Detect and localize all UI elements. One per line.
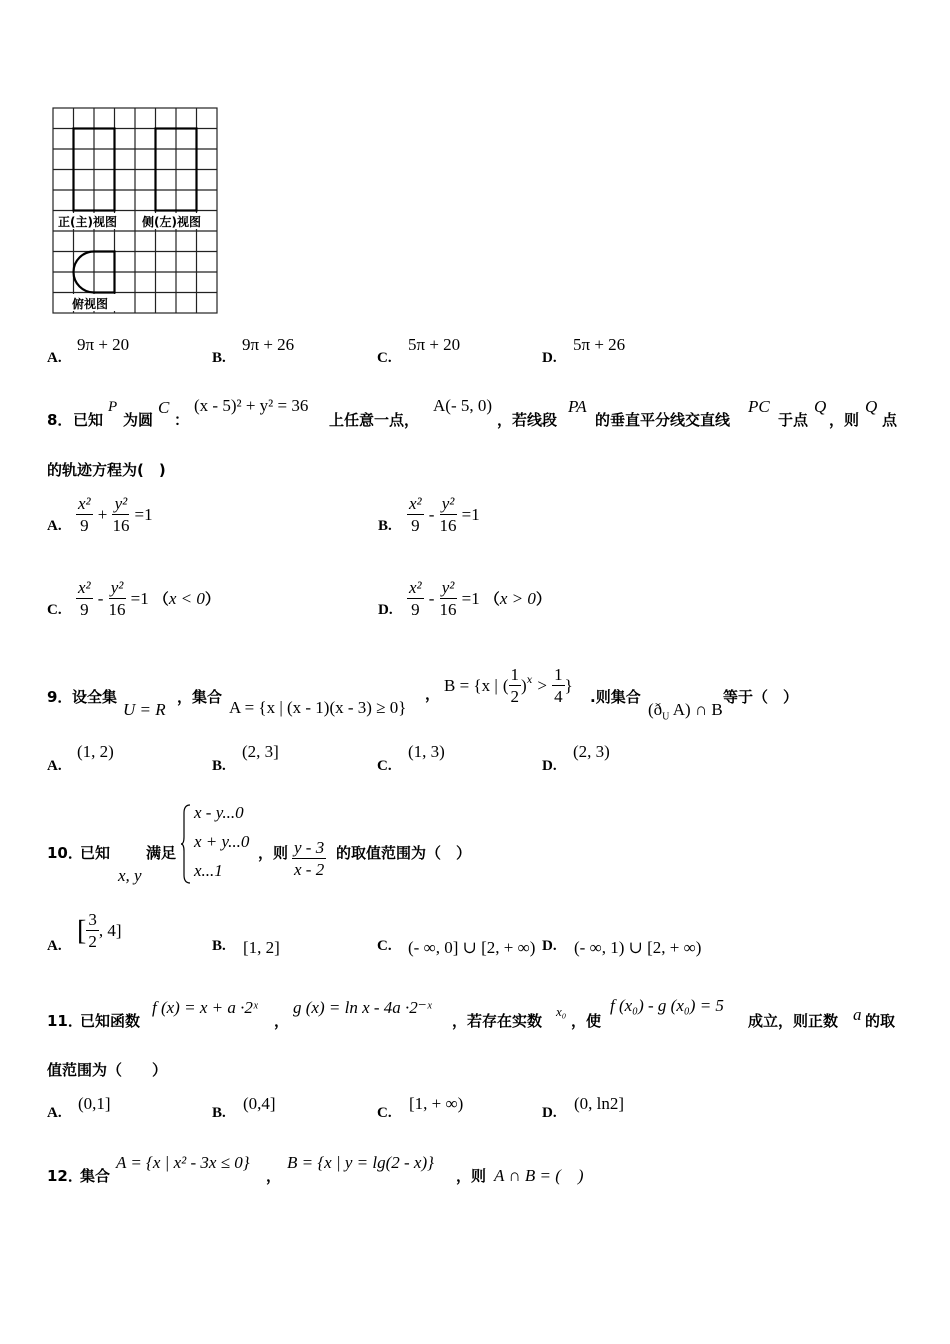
fraction-denominator: 16 <box>112 516 130 535</box>
q9-option-a-text: (1, 2) <box>77 742 114 761</box>
q8-line-pc: PC <box>748 397 770 416</box>
q11-text: 已知函数 <box>80 1012 141 1030</box>
q11-text-line2: 值范围为（ ） <box>47 1061 168 1079</box>
q10-system-brace <box>180 803 192 885</box>
q11-function-f: f (x) = x + a ·2ˣ <box>152 998 258 1017</box>
q7-option-b-letter[interactable]: B. <box>212 350 226 366</box>
q8-var-q: Q <box>814 397 827 416</box>
q11-option-b-text: (0,4] <box>243 1094 276 1113</box>
q11-text: ， <box>274 1012 290 1030</box>
q7-option-d-letter[interactable]: D. <box>542 350 557 366</box>
fraction-denominator: 9 <box>411 516 420 535</box>
q12-text: ，则 <box>456 1167 487 1185</box>
expression-rest: A) ∩ B <box>669 700 723 719</box>
q7-option-a-text: 9π + 20 <box>77 335 130 354</box>
q8-text: 于点 <box>778 411 809 429</box>
fraction-denominator: 9 <box>411 600 420 619</box>
fraction-numerator: x² <box>409 578 422 597</box>
q8-text: ，若线段 <box>497 411 558 429</box>
q10-constraint-1: x - y...0 <box>194 803 244 822</box>
fraction-numerator: y - 3 <box>294 838 325 857</box>
condition: x < 0 <box>168 589 205 608</box>
fraction-denominator: 16 <box>108 600 126 619</box>
fraction-numerator: y² <box>440 578 457 599</box>
q11-text: ，若存在实数 <box>452 1012 543 1030</box>
fraction-numerator: y² <box>112 494 129 515</box>
q10-fraction <box>292 838 326 881</box>
q11-option-a-text: (0,1] <box>78 1094 111 1113</box>
q8-segment-pa: PA <box>568 397 587 416</box>
fraction-numerator: x² <box>78 494 91 513</box>
fraction-denominator: x - 2 <box>294 860 325 879</box>
q11-text: 成立，则正数 <box>748 1012 839 1030</box>
q8-text: 的垂直平分线交直线 <box>595 411 731 429</box>
q8-option-c-letter[interactable]: C. <box>47 602 62 618</box>
q11-equation: f (x₀) - g (x₀) = 5 <box>610 996 724 1015</box>
q11-option-a-letter[interactable]: A. <box>47 1105 62 1121</box>
q8-option-a-formula <box>76 494 153 537</box>
q8-option-c-formula: $\frac{\text{x²}}{9}$ - $\frac{\text{y²}}{16}$ =1 （x < 0） <box>78 578 220 619</box>
q12-expression: A ∩ B = ( ) <box>494 1166 584 1185</box>
q11-var-x0: x₀ <box>556 1004 567 1019</box>
q8-text: 上任意一点， <box>329 411 420 429</box>
q9-text: .则集合 <box>590 688 641 706</box>
q11-option-d-text: (0, ln2] <box>574 1094 625 1113</box>
q7-option-b-text: 9π + 26 <box>242 335 295 354</box>
side-view-label: 侧(左)视图 <box>142 215 201 229</box>
equation-rhs: =1 <box>130 589 149 608</box>
q8-text: 点 <box>882 411 898 429</box>
q8-text: 为圆 <box>123 411 154 429</box>
operator: - <box>97 589 104 608</box>
q11-function-g: g (x) = ln x - 4a ·2⁻ˣ <box>293 998 432 1017</box>
q9-text: ，集合 <box>177 688 223 706</box>
q10-number: 10． <box>47 844 83 862</box>
q8-text: ： <box>174 411 190 429</box>
q10-option-b-text: [1, 2] <box>243 938 280 957</box>
q8-number: 8． <box>47 411 73 429</box>
fraction-denominator: 2 <box>510 687 520 706</box>
fraction-denominator: 4 <box>554 687 563 706</box>
q10-vars: x, y <box>118 866 142 885</box>
q8-option-d-formula: $\frac{\text{x²}}{9}$ - $\frac{\text{y²}}{16}$ =1 （x > 0） <box>409 578 551 619</box>
operator: + <box>97 505 108 524</box>
q8-option-b-formula <box>407 494 480 537</box>
q10-option-a-letter[interactable]: A. <box>47 938 62 954</box>
equation-rhs: =1 <box>134 505 153 524</box>
operator: - <box>428 505 435 524</box>
q10-constraint-2: x + y...0 <box>194 832 250 851</box>
q10-option-c-letter[interactable]: C. <box>377 938 392 954</box>
q9-option-b-letter[interactable]: B. <box>212 758 226 774</box>
q11-number: 11． <box>47 1012 83 1030</box>
equation-rhs: =1 <box>461 505 480 524</box>
q9-expression <box>648 700 723 722</box>
bracket: [ <box>77 915 87 947</box>
top-view-label: 俯视图 <box>72 297 109 311</box>
q10-option-c-text: (- ∞, 0] ∪ [2, + ∞) <box>408 938 536 957</box>
q10-option-a-text <box>77 910 122 953</box>
three-view-figure <box>50 105 222 317</box>
fraction-denominator: 2 <box>88 932 97 951</box>
equation-rhs: =1 <box>461 589 480 608</box>
q11-text: ，使 <box>571 1012 602 1030</box>
q8-point-a: A(- 5, 0) <box>433 396 493 415</box>
q11-text: 的取 <box>865 1012 896 1030</box>
fraction-numerator: y² <box>440 494 457 515</box>
q10-constraint-3: x...1 <box>194 861 223 880</box>
fraction-numerator: 3 <box>88 910 97 929</box>
option-rest: , 4] <box>98 921 122 940</box>
q7-option-c-letter[interactable]: C. <box>377 350 392 366</box>
fraction-denominator: 9 <box>80 600 89 619</box>
fraction-denominator: 16 <box>439 600 457 619</box>
q9-option-d-text: (2, 3) <box>573 742 610 761</box>
complement-subscript: U <box>662 711 670 723</box>
condition: x > 0 <box>499 589 536 608</box>
q9-option-b-text: (2, 3] <box>242 742 279 761</box>
q8-circle-equation: (x - 5)² + y² = 36 <box>194 396 309 415</box>
q11-option-b-letter[interactable]: B. <box>212 1105 226 1121</box>
fraction-numerator: 1 <box>510 665 520 684</box>
q9-option-c-text: (1, 3) <box>408 742 445 761</box>
set-b-left: B = {x | <box>444 676 498 695</box>
q7-option-c-text: 5π + 20 <box>408 335 461 354</box>
q8-option-d-letter[interactable]: D. <box>378 602 393 618</box>
q10-text: 已知 <box>80 844 111 862</box>
q9-text: ， <box>425 685 441 703</box>
q9-number: 9． <box>47 688 73 706</box>
q12-number: 12． <box>47 1167 83 1185</box>
q9-universal-set: U = R <box>123 700 166 719</box>
q8-option-b-letter[interactable]: B. <box>378 518 392 534</box>
q9-option-a-letter[interactable]: A. <box>47 758 62 774</box>
q10-option-b-letter[interactable]: B. <box>212 938 226 954</box>
fraction-numerator: 1 <box>554 665 563 684</box>
operator: - <box>428 589 435 608</box>
q12-set-a: A = {x | x² - 3x ≤ 0} <box>116 1153 250 1172</box>
fraction-denominator: 9 <box>80 516 89 535</box>
fraction-numerator: x² <box>409 494 422 513</box>
q9-option-d-letter[interactable]: D. <box>542 758 557 774</box>
q8-var-q: Q <box>865 397 878 416</box>
q9-text: 等于（ ） <box>723 688 799 706</box>
q9-option-c-letter[interactable]: C. <box>377 758 392 774</box>
q9-set-b: B = {x | ( $\frac{1}{2}$ )$^x$ > $\frac{1}{4}$ } <box>444 665 573 706</box>
q8-text: 已知 <box>73 411 104 429</box>
q12-text: ， <box>266 1167 282 1185</box>
q10-text: 的取值范围为（ ） <box>336 844 472 862</box>
q8-text: ，则 <box>829 411 860 429</box>
q8-var-p: P <box>108 399 118 415</box>
q9-set-a: A = {x | (x - 1)(x - 3) ≥ 0} <box>229 698 407 717</box>
q8-text-line2: 的轨迹方程为( ) <box>47 461 166 479</box>
fraction-numerator: y² <box>109 578 126 599</box>
q12-text: 集合 <box>80 1167 111 1185</box>
q10-option-d-letter[interactable]: D. <box>542 938 557 954</box>
q7-option-d-text: 5π + 26 <box>573 335 626 354</box>
q10-option-d-text: (- ∞, 1) ∪ [2, + ∞) <box>574 938 702 957</box>
q9-text: 设全集 <box>72 688 118 706</box>
front-view-label: 正(主)视图 <box>58 215 117 229</box>
operator: > <box>537 676 548 695</box>
set-b-right: } <box>564 676 573 695</box>
q11-option-c-text: [1, + ∞) <box>409 1094 464 1113</box>
q8-option-a-letter[interactable]: A. <box>47 518 62 534</box>
q8-var-c: C <box>158 398 170 417</box>
q12-set-b: B = {x | y = lg(2 - x)} <box>287 1153 434 1172</box>
q10-text: ，则 <box>258 844 289 862</box>
fraction-denominator: 16 <box>439 516 457 535</box>
complement-symbol: (ð <box>648 700 663 719</box>
q11-option-d-letter[interactable]: D. <box>542 1105 557 1121</box>
q7-option-a-letter[interactable]: A. <box>47 350 62 366</box>
q10-text: 满足 <box>146 844 177 862</box>
fraction-numerator: x² <box>78 578 91 597</box>
q11-var-a: a <box>853 1005 862 1024</box>
q11-option-c-letter[interactable]: C. <box>377 1105 392 1121</box>
